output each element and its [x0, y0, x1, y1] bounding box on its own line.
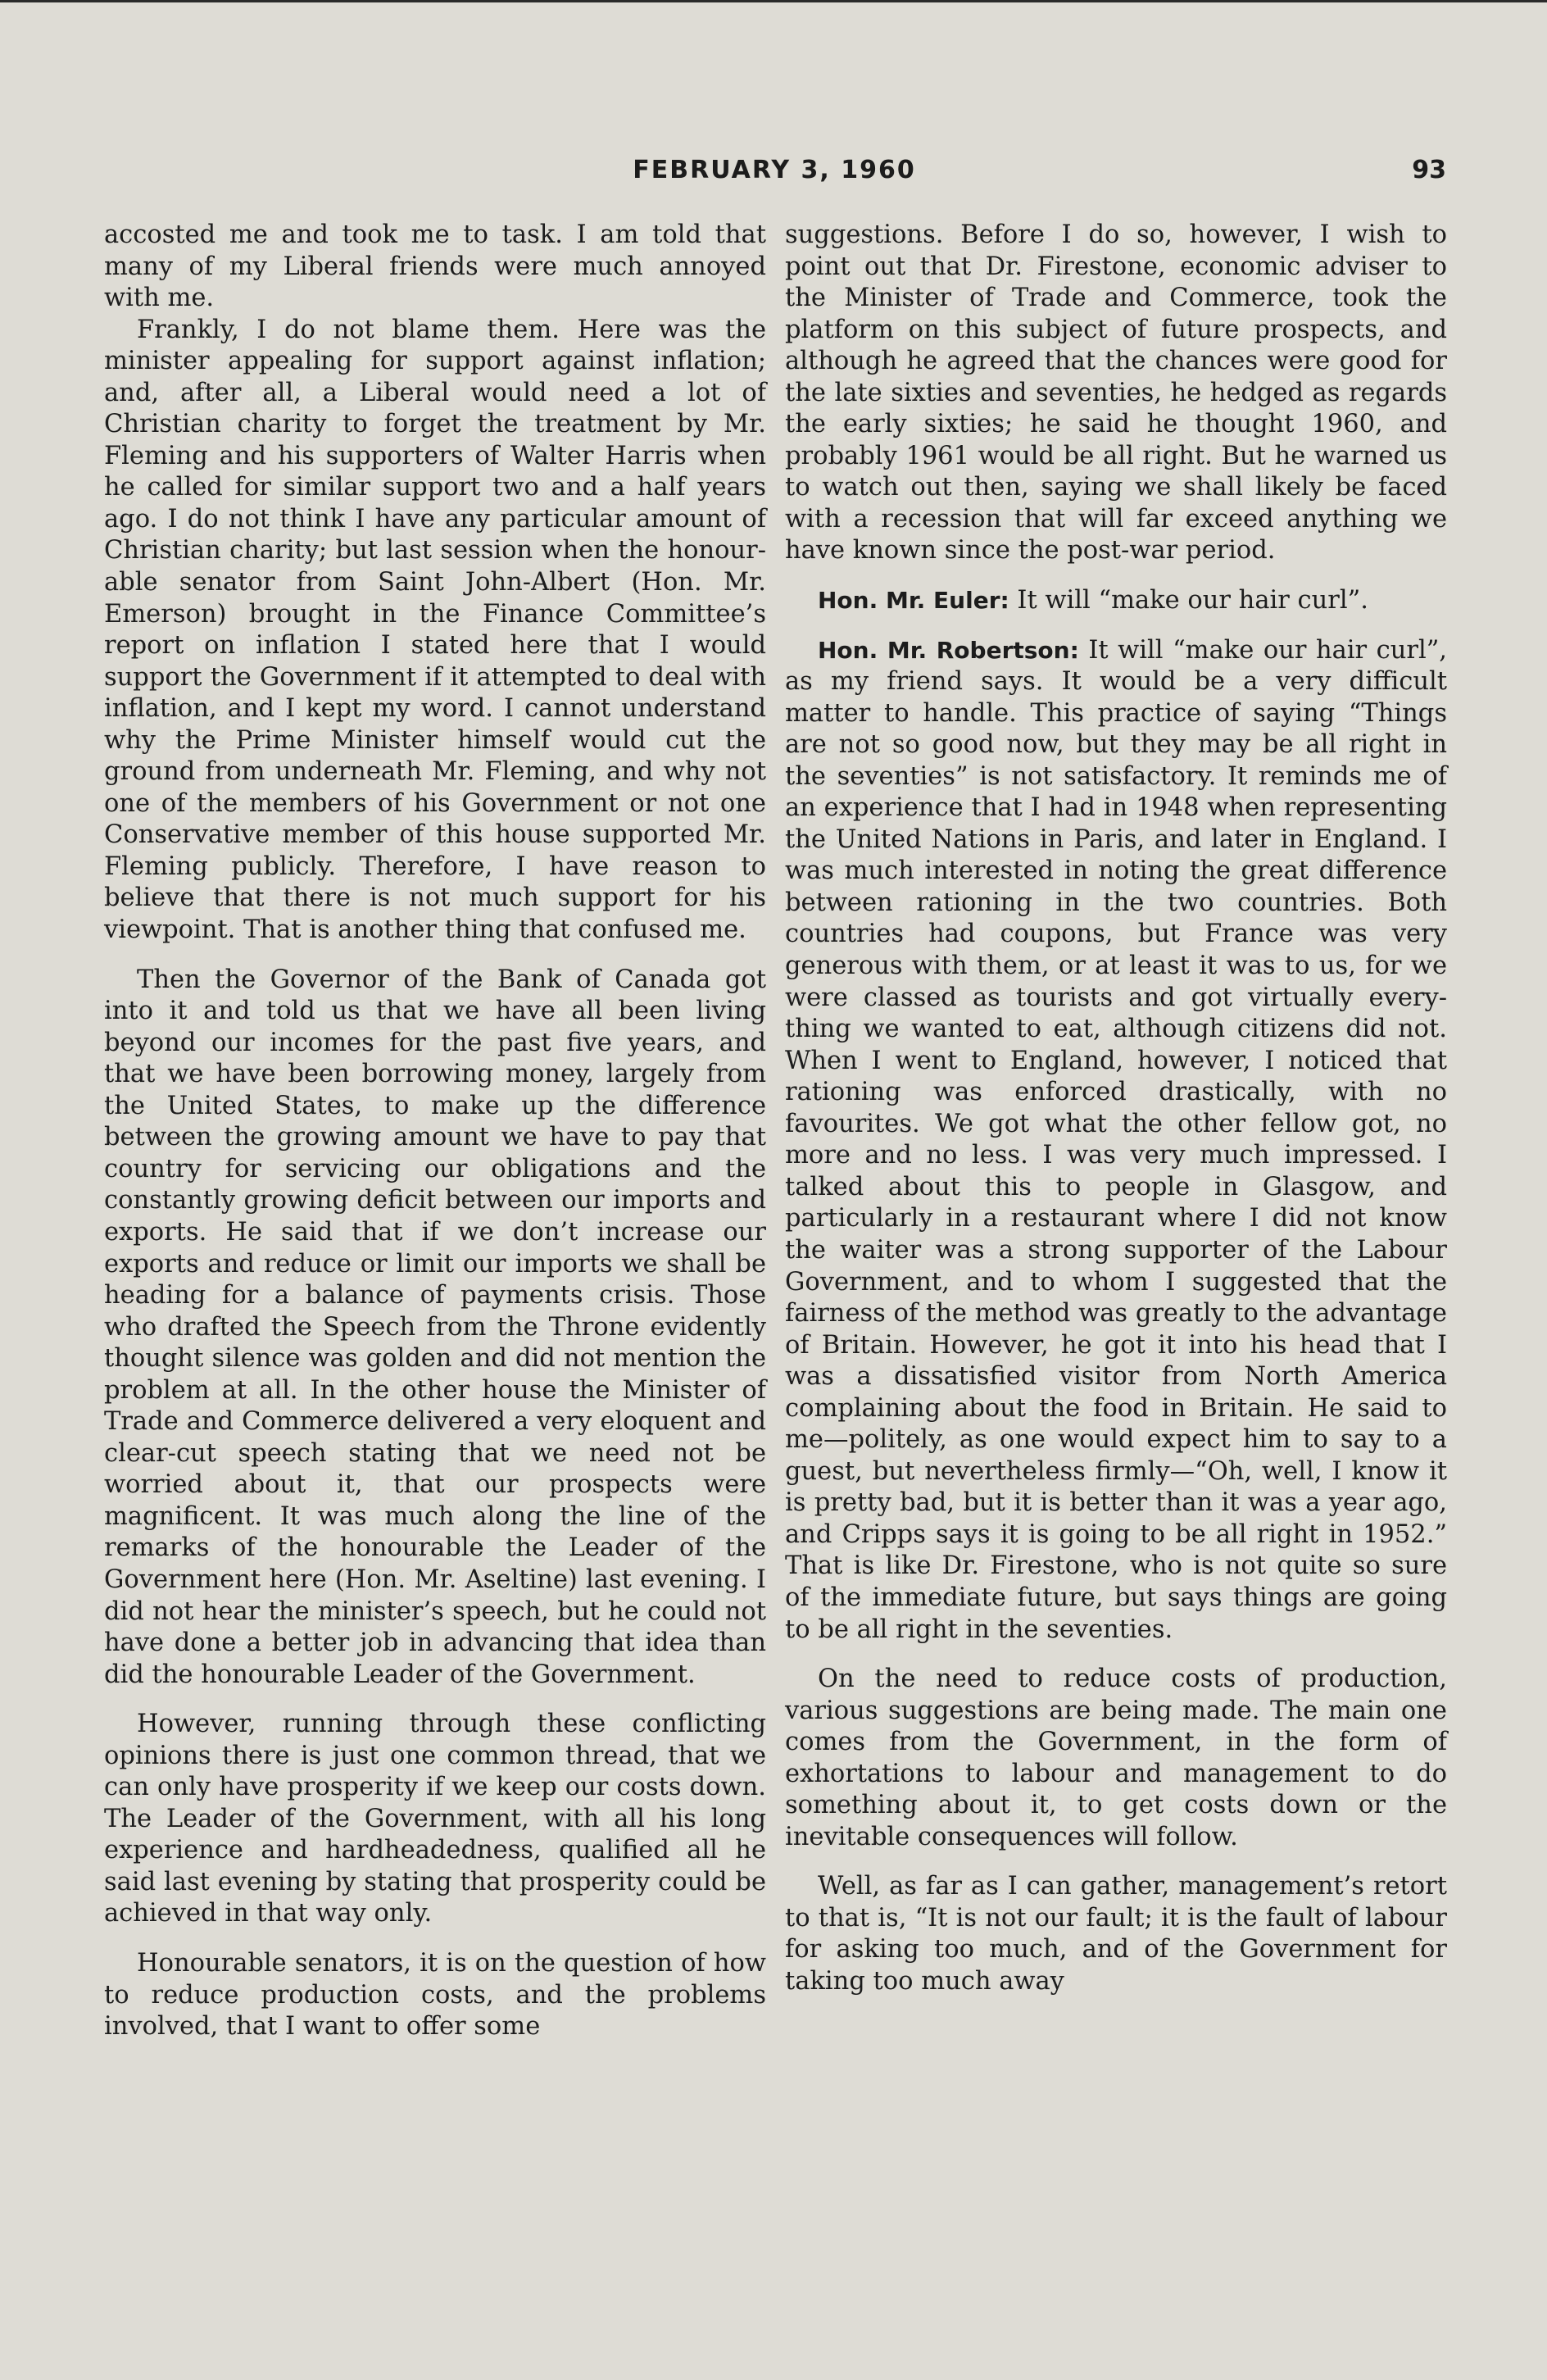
page-top-rule [0, 0, 1547, 2]
left-paragraph-2: Frankly, I do not blame them. Here was the minister appealing for support against inflation; and, after all, a Liberal would need a lot of Christian charity to forget the treatment by Mr. Fleming and his supporters of Walter Harris when he called for similar support two and a half years ago. I do not think I have any particular amount of Christian charity; but last session when the honourable senator from Saint John-Albert (Hon. Mr. Emerson) brought in the Finance Committee’s report on inflation I stated here that I would support the Government if it attempted to deal with inflation, and I kept my word. I cannot understand why the Prime Minister himself would cut the ground from underneath Mr. Fleming, and why not one of the members of his Government or not one Conservative member of this house supported Mr. Fleming publicly. Therefore, I have reason to believe that there is not much support for his viewpoint. That is another thing that confused me. [104, 315, 766, 945]
page-header [102, 156, 1446, 192]
right-paragraph-1: suggestions. Before I do so, however, I wish to point out that Dr. Firestone, economic adviser to the Minister of Trade and Commerce, took the platform on this subject of future prospects, and although he agreed that the chances were good for the late sixties and seventies, he hedged as regards the early sixties; he said he thought 1960, and probably 1961 would be all right. But he warned us to watch out then, saying we shall likely be faced with a recession that will far exceed anything we have known since the post-war period. [785, 220, 1447, 565]
speech-text-euler: It will “make our hair curl”. [1009, 586, 1368, 615]
right-paragraph-3 [785, 635, 1447, 1646]
speaker-name-euler: Hon. Mr. Euler: [818, 587, 1009, 615]
speech-text-robertson: It will “make our hair curl”, as my friend says. It would be a very difficult matter to handle. This practice of saying “Things are not so good now, but they may be all right in the seventies” is not satisfactory. It reminds me of an experience that I had in 1948 when representing the United Nations in Paris, and later in England. I was much interested in noting the great difference between rationing in the two countries. Both countries had coupons, but France was very generous with them, or at least it was to us, for we were classed as tourists and got virtually everything we wanted to eat, although citizens did not. When I went to England, however, I noticed that rationing was enforced drastically, with no favourites. We got what the other fellow got, no more and no less. I was very much impressed. I talked about this to people in Glasgow, and particularly in a restaurant where I did not know the waiter was a strong supporter of the Labour Government, and to whom I suggested that the fairness of the method was greatly to the advantage of Britain. However, he got it into his head that I was a dissatisfied visitor from North America complaining about the food in Britain. He said to me—politely, as one would expect him to say to a guest, but nevertheless firmly—“Oh, well, I know it is pretty bad, but it is better than it was a year ago, and Cripps says it is going to be all right in 1952.” That is like Dr. Firestone, who is not quite so sure of the immediate future, but says things are going to be all right in the seventies. [785, 635, 1448, 1644]
page-number: 93 [1412, 156, 1446, 184]
page-date: FEBRUARY 3, 1960 [633, 156, 916, 184]
right-paragraph-2 [785, 585, 1447, 617]
right-paragraph-4: On the need to reduce costs of production, various suggestions are being made. The main one comes from the Government, in the form of exhortations to labour and management to do something about it, to get costs down or the inevitable consequences will follow. [785, 1665, 1447, 1851]
left-paragraph-1: accosted me and took me to task. I am told that many of my Liberal friends were much annoyed with me. [104, 220, 766, 313]
left-paragraph-5: Honourable senators, it is on the question of how to reduce production costs, and the problems involved, that I want to offer some [104, 1948, 766, 2042]
left-paragraph-3: Then the Governor of the Bank of Canada got into it and told us that we have all been living beyond our incomes for the past five years, and that we have been borrowing money, largely from the United States, to make up the difference between the growing amount we have to pay that country for servicing our obligations and the constantly growing deficit between our imports and exports. He said that if we don’t increase our exports and reduce or limit our imports we shall be heading for a balance of payments crisis. Those who drafted the Speech from the Throne evidently thought silence was golden and did not mention the problem at all. In the other house the Minister of Trade and Commerce delivered a very eloquent and clear-cut speech stating that we need not be worried about it, that our prospects were magnificent. It was much along the line of the remarks of the honourable the Leader of the Government here (Hon. Mr. Aseltine) last evening. I did not hear the minister’s speech, but he could not have done a better job in advancing that idea than did the honourable Leader of the Government. [104, 965, 766, 1689]
right-paragraph-5: Well, as far as I can gather, management’s retort to that is, “It is not our fault; it is the fault of labour for asking too much, and of the Government for taking too much away [785, 1872, 1447, 1996]
speaker-name-robertson: Hon. Mr. Robertson: [818, 636, 1079, 664]
left-column [104, 220, 766, 2043]
right-column [785, 220, 1447, 1998]
left-paragraph-4: However, running through these conflicting opinions there is just one common thread, that we can only have prosperity if we keep our costs down. The Leader of the Government, with all his long experience and hardheadedness, qualified all he said last evening by stating that prosperity could be achieved in that way only. [104, 1710, 766, 1928]
